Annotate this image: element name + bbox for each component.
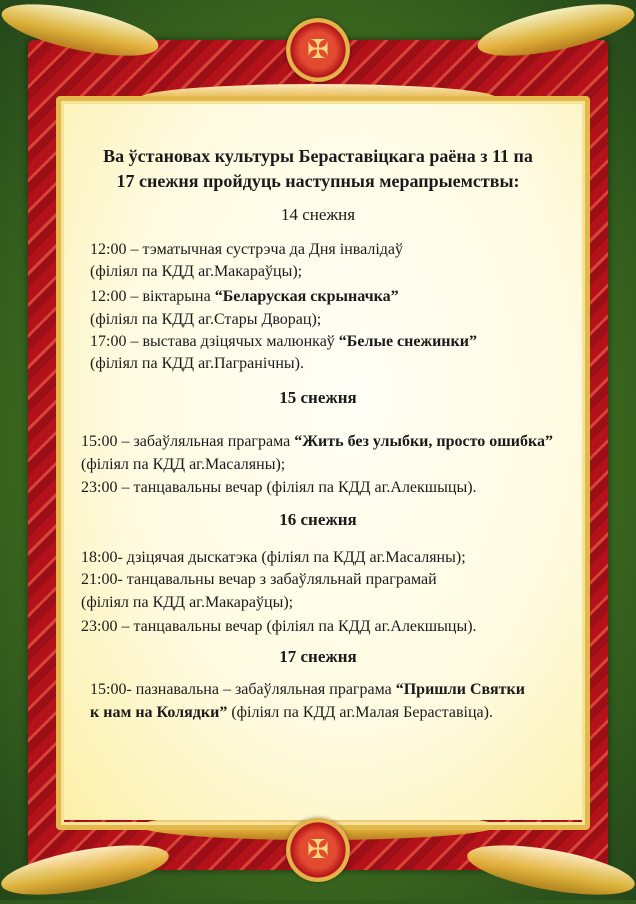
event-text: 12:00 – віктарына (90, 288, 215, 305)
event-line (90, 262, 302, 282)
event-text: (філіял па КДД аг.Макараўцы); (90, 263, 303, 280)
day-heading: 16 снежня (279, 510, 357, 529)
event-line (90, 310, 321, 330)
event-line (90, 332, 477, 352)
event-text: 21:00- танцавальны вечар з забаўляльнай праграмай (81, 571, 437, 588)
event-line (90, 703, 493, 723)
event-title: к нам на Колядки” (90, 704, 228, 721)
event-line (90, 354, 304, 374)
event-text: (філіял па КДД аг.Пагранічны). (90, 355, 304, 372)
ornament-emblem-icon: ✠ (286, 818, 350, 882)
event-text: (філіял па КДД аг.Масаляны); (81, 456, 286, 473)
event-line (81, 617, 477, 637)
event-title: “Жить без улыбки, просто ошибка” (294, 433, 553, 450)
day-heading: 17 снежня (279, 647, 357, 666)
event-text: 15:00 – забаўляльная праграма (81, 433, 295, 450)
event-line (90, 240, 403, 260)
event-line (81, 432, 553, 452)
event-text: 15:00- пазнавальна – забаўляльная праграма (90, 681, 396, 698)
day-heading: 15 снежня (279, 388, 357, 407)
event-line (81, 455, 285, 475)
event-title: “Белые снежинки” (338, 333, 477, 350)
event-line (81, 570, 437, 590)
title-line: 17 снежня пройдуць наступныя мерапрыемствы: (116, 171, 520, 191)
event-line (81, 593, 293, 613)
day-heading: 14 снежня (280, 205, 356, 224)
event-text: (філіял па КДД аг.Стары Дворац); (90, 311, 322, 328)
event-text: 23:00 – танцавальны вечар (філіял па КДД аг.Алекшыцы). (81, 479, 477, 496)
event-text: 23:00 – танцавальны вечар (філіял па КДД аг.Алекшыцы). (81, 618, 477, 635)
event-line (90, 680, 525, 700)
ornament-emblem-icon: ✠ (286, 18, 350, 82)
event-title: “Пришли Святки (395, 681, 525, 698)
event-text: 17:00 – выстава дзіцячых малюнкаў (90, 333, 339, 350)
title-line: Ва ўстановах культуры Бераставіцкага раёна з 11 па (103, 146, 533, 166)
event-text: 12:00 – тэматычная сустрэча да Дня інвалідаў (90, 241, 404, 258)
event-text: (філіял па КДД аг.Малая Бераставіца). (227, 704, 493, 721)
event-line (90, 287, 399, 307)
event-line (81, 478, 477, 498)
event-line (81, 548, 466, 568)
event-text: (філіял па КДД аг.Макараўцы); (81, 594, 294, 611)
event-title: “Беларуская скрыначка” (214, 288, 399, 305)
event-text: 18:00- дзіцячая дыскатэка (філіял па КДД аг.Масаляны); (81, 549, 466, 566)
